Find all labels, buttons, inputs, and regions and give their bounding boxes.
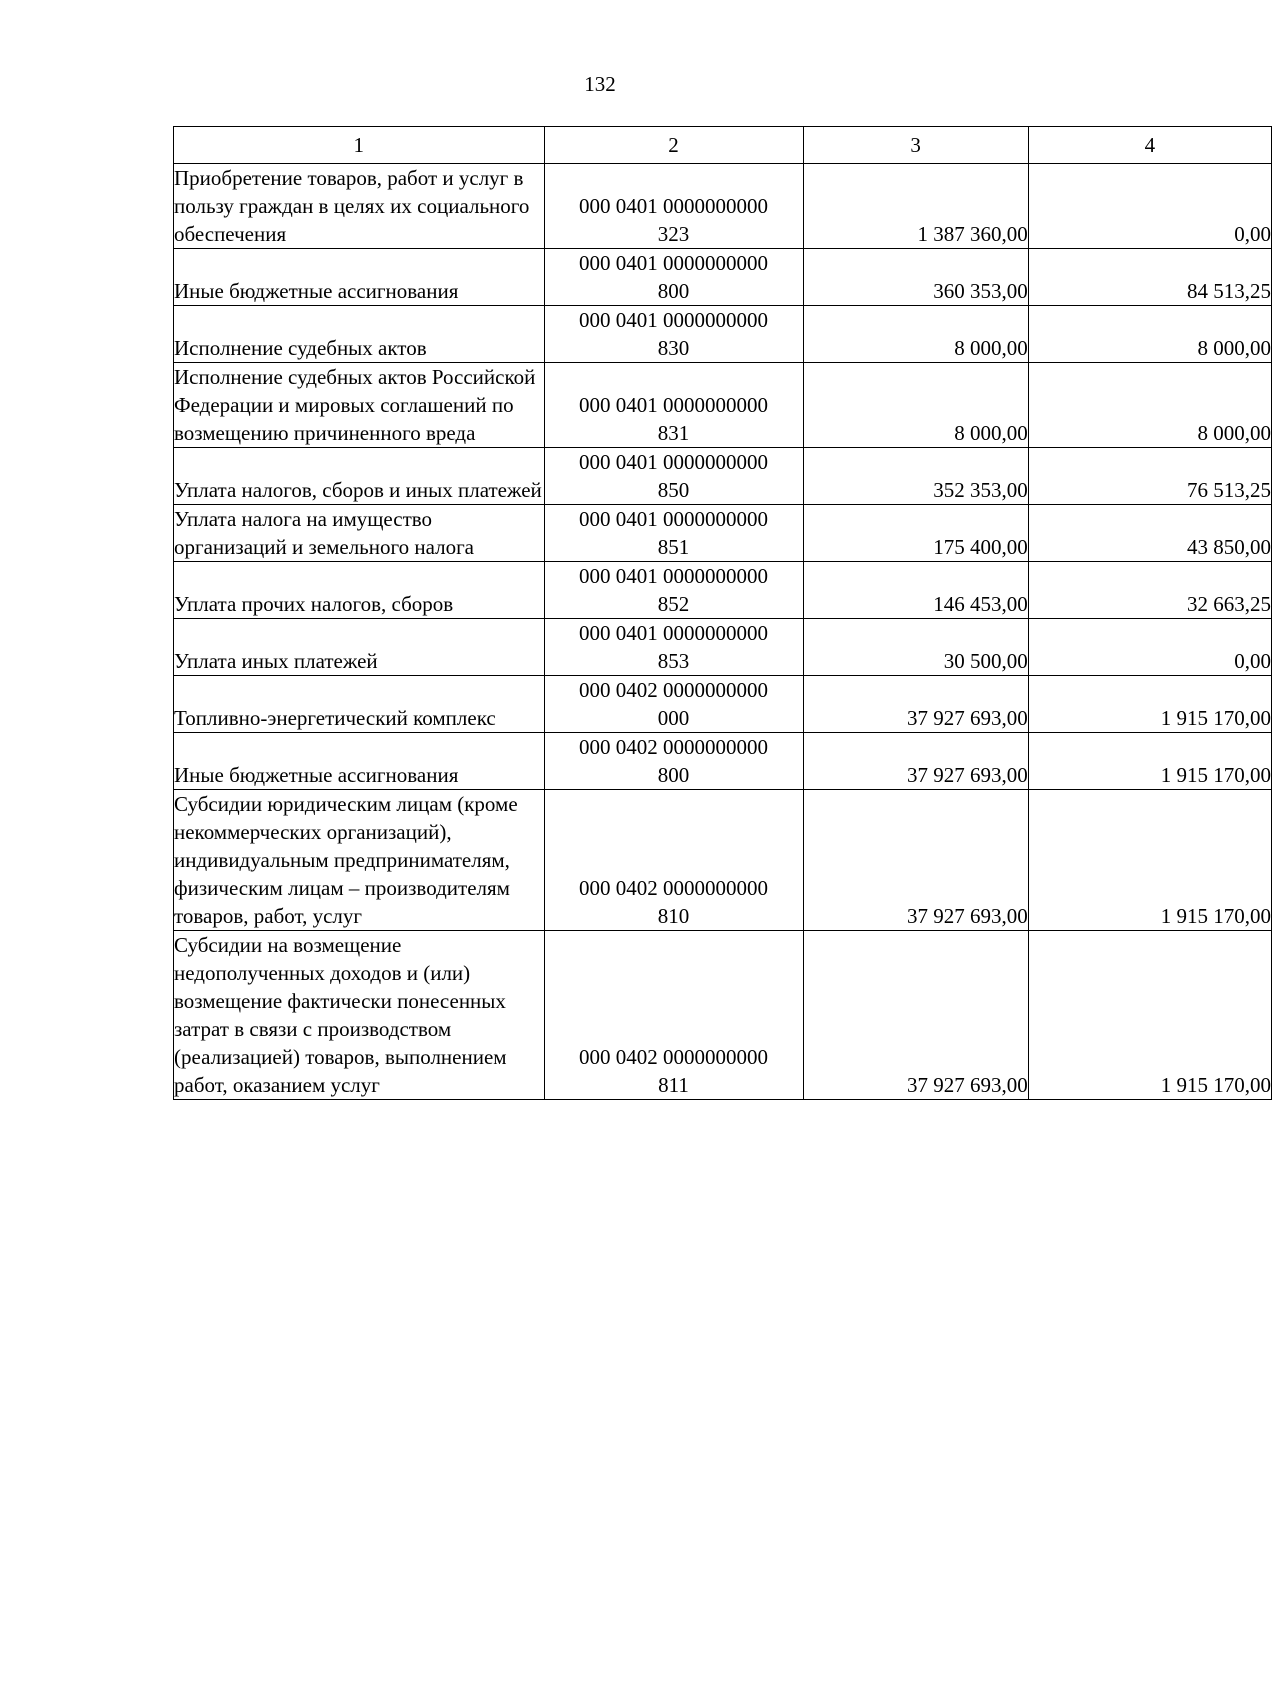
row-value-3: 37 927 693,00 bbox=[803, 931, 1028, 1100]
table-row bbox=[174, 164, 1272, 249]
code-line-1: 000 0402 0000000000 bbox=[579, 735, 768, 759]
code-line-1: 000 0401 0000000000 bbox=[579, 621, 768, 645]
row-value-4: 76 513,25 bbox=[1028, 448, 1271, 505]
code-line-2: 800 bbox=[657, 763, 690, 787]
row-value-3: 37 927 693,00 bbox=[803, 733, 1028, 790]
row-code bbox=[544, 249, 803, 306]
row-value-3: 8 000,00 bbox=[803, 306, 1028, 363]
row-value-3: 175 400,00 bbox=[803, 505, 1028, 562]
row-value-4: 8 000,00 bbox=[1028, 363, 1271, 448]
row-value-4: 1 915 170,00 bbox=[1028, 790, 1271, 931]
code-line-2: 852 bbox=[657, 592, 690, 616]
code-line-2: 850 bbox=[657, 478, 690, 502]
row-code bbox=[544, 505, 803, 562]
table-header-row bbox=[174, 127, 1272, 164]
row-code bbox=[544, 619, 803, 676]
code-line-1: 000 0402 0000000000 bbox=[579, 1045, 768, 1069]
row-value-3: 352 353,00 bbox=[803, 448, 1028, 505]
column-header-3: 3 bbox=[803, 127, 1028, 164]
code-line-2: 831 bbox=[657, 421, 690, 445]
table-row bbox=[174, 249, 1272, 306]
column-header-4: 4 bbox=[1028, 127, 1271, 164]
row-value-4: 32 663,25 bbox=[1028, 562, 1271, 619]
table-row bbox=[174, 931, 1272, 1100]
code-line-2: 800 bbox=[657, 279, 690, 303]
table-row bbox=[174, 790, 1272, 931]
row-name: Субсидии на возмещение недополученных доходов и (или) возмещение фактически понесенных затрат в связи с производством (реализацией) товаров, выполнением работ, оказанием услуг bbox=[174, 931, 545, 1100]
code-line-1: 000 0401 0000000000 bbox=[579, 450, 768, 474]
code-line-1: 000 0401 0000000000 bbox=[579, 308, 768, 332]
row-code bbox=[544, 790, 803, 931]
table-row bbox=[174, 306, 1272, 363]
row-value-3: 146 453,00 bbox=[803, 562, 1028, 619]
table-row bbox=[174, 733, 1272, 790]
page-number: 132 bbox=[584, 72, 616, 96]
row-name: Уплата налога на имущество организаций и земельного налога bbox=[174, 505, 545, 562]
row-value-4: 43 850,00 bbox=[1028, 505, 1271, 562]
row-name: Исполнение судебных актов bbox=[174, 306, 545, 363]
row-value-4: 0,00 bbox=[1028, 619, 1271, 676]
row-name: Исполнение судебных актов Российской Федерации и мировых соглашений по возмещению причиненного вреда bbox=[174, 363, 545, 448]
code-line-1: 000 0402 0000000000 bbox=[579, 876, 768, 900]
row-value-4: 8 000,00 bbox=[1028, 306, 1271, 363]
code-line-2: 851 bbox=[657, 535, 690, 559]
table-row bbox=[174, 363, 1272, 448]
row-name: Иные бюджетные ассигнования bbox=[174, 733, 545, 790]
row-name: Топливно-энергетический комплекс bbox=[174, 676, 545, 733]
code-line-1: 000 0401 0000000000 bbox=[579, 393, 768, 417]
table-row bbox=[174, 562, 1272, 619]
row-value-3: 8 000,00 bbox=[803, 363, 1028, 448]
table-row bbox=[174, 505, 1272, 562]
row-name: Уплата налогов, сборов и иных платежей bbox=[174, 448, 545, 505]
code-line-2: 830 bbox=[657, 336, 690, 360]
row-code bbox=[544, 676, 803, 733]
row-code bbox=[544, 562, 803, 619]
code-line-2: 000 bbox=[657, 706, 690, 730]
row-value-3: 1 387 360,00 bbox=[803, 164, 1028, 249]
row-value-4: 84 513,25 bbox=[1028, 249, 1271, 306]
row-code bbox=[544, 164, 803, 249]
row-value-4: 1 915 170,00 bbox=[1028, 931, 1271, 1100]
row-value-3: 360 353,00 bbox=[803, 249, 1028, 306]
table-row bbox=[174, 448, 1272, 505]
row-code bbox=[544, 363, 803, 448]
code-line-1: 000 0401 0000000000 bbox=[579, 507, 768, 531]
code-line-1: 000 0401 0000000000 bbox=[579, 251, 768, 275]
row-name: Субсидии юридическим лицам (кроме некоммерческих организаций), индивидуальным предпринимателям, физическим лицам – производителям товаров, работ, услуг bbox=[174, 790, 545, 931]
code-line-1: 000 0401 0000000000 bbox=[579, 194, 768, 218]
code-line-1: 000 0401 0000000000 bbox=[579, 564, 768, 588]
row-name: Уплата иных платежей bbox=[174, 619, 545, 676]
column-header-1: 1 bbox=[174, 127, 545, 164]
code-line-2: 853 bbox=[657, 649, 690, 673]
row-code bbox=[544, 931, 803, 1100]
row-code bbox=[544, 448, 803, 505]
row-name: Уплата прочих налогов, сборов bbox=[174, 562, 545, 619]
row-value-3: 37 927 693,00 bbox=[803, 676, 1028, 733]
code-line-2: 811 bbox=[658, 1073, 689, 1097]
row-value-3: 37 927 693,00 bbox=[803, 790, 1028, 931]
table-row bbox=[174, 619, 1272, 676]
budget-table bbox=[173, 126, 1272, 1100]
code-line-2: 323 bbox=[657, 222, 690, 246]
row-name: Иные бюджетные ассигнования bbox=[174, 249, 545, 306]
code-line-2: 810 bbox=[657, 904, 690, 928]
row-value-4: 1 915 170,00 bbox=[1028, 676, 1271, 733]
code-line-1: 000 0402 0000000000 bbox=[579, 678, 768, 702]
row-value-4: 1 915 170,00 bbox=[1028, 733, 1271, 790]
row-name: Приобретение товаров, работ и услуг в пользу граждан в целях их социального обеспечения bbox=[174, 164, 545, 249]
table-row bbox=[174, 676, 1272, 733]
row-value-3: 30 500,00 bbox=[803, 619, 1028, 676]
column-header-2: 2 bbox=[544, 127, 803, 164]
row-value-4: 0,00 bbox=[1028, 164, 1271, 249]
row-code bbox=[544, 306, 803, 363]
row-code bbox=[544, 733, 803, 790]
